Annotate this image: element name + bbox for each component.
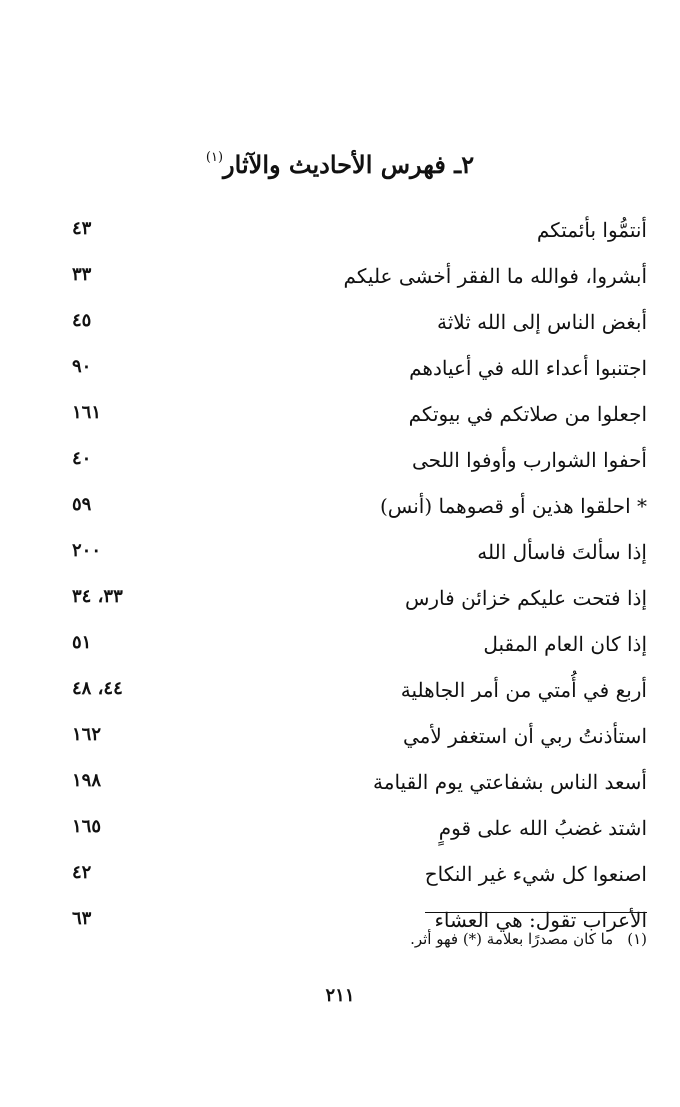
entry-pages: ٩٠ bbox=[72, 356, 92, 377]
entry-text: استأذنتُ ربي أن استغفر لأمي bbox=[402, 724, 647, 748]
entry-pages: ٤٥ bbox=[72, 310, 92, 331]
entry-text: إذا كان العام المقبل bbox=[483, 632, 647, 656]
index-entry bbox=[0, 348, 680, 394]
index-entry bbox=[0, 210, 680, 256]
entry-pages: ٦٣ bbox=[72, 908, 92, 929]
entry-text: أنتمُّوا بأئمتكم bbox=[536, 218, 647, 242]
entry-text: الأعراب تقول: هي العشاء bbox=[434, 908, 647, 932]
page-title bbox=[0, 150, 680, 179]
index-entry bbox=[0, 808, 680, 854]
index-entry bbox=[0, 624, 680, 670]
footnote bbox=[410, 930, 647, 948]
entry-pages: ٣٣، ٣٤ bbox=[72, 586, 123, 607]
index-entry bbox=[0, 670, 680, 716]
footnote-mark: (١) bbox=[627, 930, 647, 948]
index-entry bbox=[0, 256, 680, 302]
entry-pages: ٤٢ bbox=[72, 862, 92, 883]
index-list bbox=[0, 210, 680, 946]
entry-text: * احلقوا هذين أو قصوهما (أنس) bbox=[379, 494, 647, 518]
index-entry bbox=[0, 716, 680, 762]
entry-text: اشتد غضبُ الله على قومٍ bbox=[438, 816, 647, 840]
index-entry bbox=[0, 486, 680, 532]
index-entry bbox=[0, 394, 680, 440]
entry-text: اجعلوا من صلاتكم في بيوتكم bbox=[408, 402, 647, 426]
entry-text: اصنعوا كل شيء غير النكاح bbox=[424, 862, 647, 886]
entry-text: إذا سألتَ فاسأل الله bbox=[477, 540, 647, 564]
entry-text: اجتنبوا أعداء الله في أعيادهم bbox=[409, 356, 647, 380]
entry-pages: ٤٠ bbox=[72, 448, 92, 469]
entry-pages: ٥٩ bbox=[72, 494, 92, 515]
entry-pages: ١٦١ bbox=[72, 402, 102, 423]
entry-text: إذا فتحت عليكم خزائن فارس bbox=[404, 586, 647, 610]
entry-pages: ٢٠٠ bbox=[72, 540, 102, 561]
footnote-text: ما كان مصدرًا بعلامة (*) فهو أثر. bbox=[410, 930, 614, 948]
entry-pages: ١٦٥ bbox=[72, 816, 102, 837]
index-entry bbox=[0, 762, 680, 808]
entry-pages: ٤٤، ٤٨ bbox=[72, 678, 123, 699]
entry-text: أسعد الناس بشفاعتي يوم القيامة bbox=[373, 770, 647, 794]
page-number: ٢١١ bbox=[325, 985, 355, 1006]
footnote-divider bbox=[425, 912, 647, 913]
index-entry bbox=[0, 578, 680, 624]
title-text: ٢ـ فهرس الأحاديث والآثار bbox=[223, 150, 475, 179]
index-entry bbox=[0, 440, 680, 486]
entry-text: أبغض الناس إلى الله ثلاثة bbox=[437, 310, 647, 334]
entry-pages: ١٦٢ bbox=[72, 724, 102, 745]
entry-pages: ١٩٨ bbox=[72, 770, 102, 791]
index-entry bbox=[0, 854, 680, 900]
entry-text: أبشروا، فوالله ما الفقر أخشى عليكم bbox=[343, 264, 647, 288]
entry-pages: ٥١ bbox=[72, 632, 92, 653]
index-entry bbox=[0, 532, 680, 578]
entry-pages: ٤٣ bbox=[72, 218, 92, 239]
title-footnote-ref: (١) bbox=[205, 150, 224, 165]
entry-pages: ٣٣ bbox=[72, 264, 92, 285]
entry-text: أربع في أُمتي من أمر الجاهلية bbox=[400, 678, 647, 702]
entry-text: أحفوا الشوارب وأوفوا اللحى bbox=[411, 448, 647, 472]
index-entry bbox=[0, 302, 680, 348]
